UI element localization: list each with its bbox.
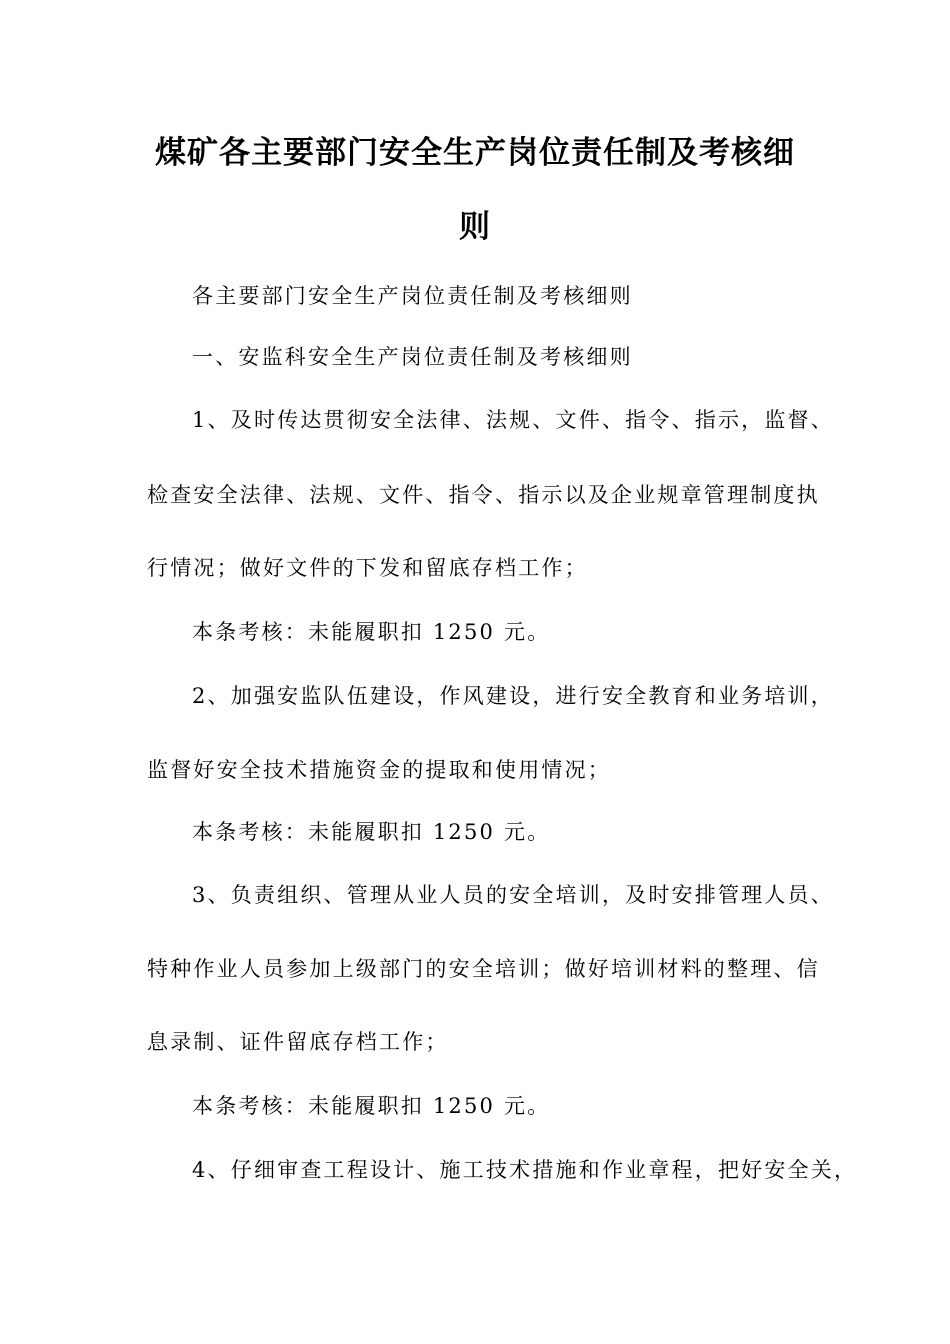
item-3-line-3: 息录制、证件留底存档工作； <box>147 1030 449 1054</box>
item-2-assessment: 本条考核：未能履职扣 1250 元。 <box>192 820 551 844</box>
item-1-line-3: 行情况；做好文件的下发和留底存档工作； <box>147 556 588 580</box>
item-3-line-1: 3、负责组织、管理从业人员的安全培训，及时安排管理人员、 <box>192 883 834 907</box>
item-4-line-1: 4、仔细审查工程设计、施工技术措施和作业章程，把好安全关， <box>192 1158 858 1182</box>
item-2-line-1: 2、加强安监队伍建设，作风建设，进行安全教育和业务培训， <box>192 684 834 708</box>
document-subtitle: 各主要部门安全生产岗位责任制及考核细则 <box>192 284 633 308</box>
item-1-line-1: 1、及时传达贯彻安全法律、法规、文件、指令、指示，监督、 <box>192 408 834 432</box>
item-1-line-2: 检查安全法律、法规、文件、指令、指示以及企业规章管理制度执 <box>147 483 820 507</box>
item-3-line-2: 特种作业人员参加上级部门的安全培训；做好培训材料的整理、信 <box>147 957 820 981</box>
item-3-assessment: 本条考核：未能履职扣 1250 元。 <box>192 1094 551 1118</box>
item-2-line-2: 监督好安全技术措施资金的提取和使用情况； <box>147 758 611 782</box>
document-title-line-1: 煤矿各主要部门安全生产岗位责任制及考核细 <box>155 135 795 171</box>
document-title-line-2: 则 <box>459 209 491 245</box>
section-heading: 一、安监科安全生产岗位责任制及考核细则 <box>192 345 633 369</box>
item-1-assessment: 本条考核：未能履职扣 1250 元。 <box>192 620 551 644</box>
